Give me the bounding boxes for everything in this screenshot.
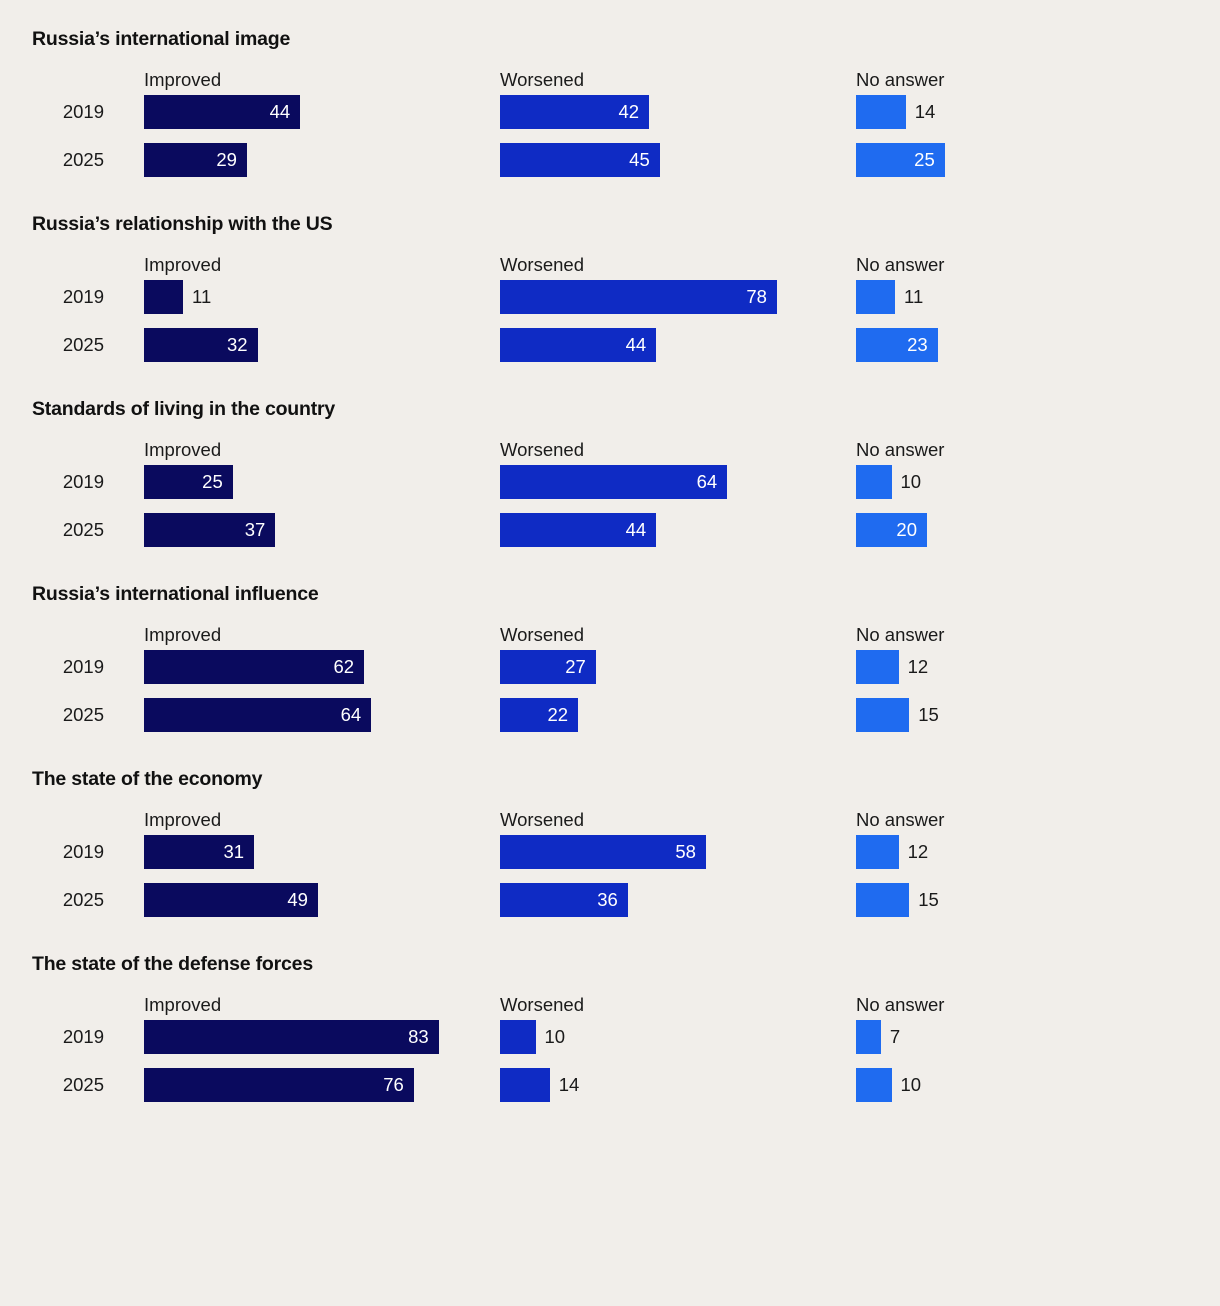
bar-value: 11 <box>192 286 212 307</box>
bar-value: 23 <box>907 334 928 355</box>
bar-value: 31 <box>223 841 245 862</box>
column-headers <box>112 624 1188 650</box>
bar-cell-no_answer <box>856 513 927 547</box>
column-header-worsened: Worsened <box>500 69 584 90</box>
bar-value: 64 <box>340 704 362 725</box>
bar-worsened <box>500 883 628 917</box>
column-header-improved: Improved <box>144 994 222 1015</box>
row-label-year: 2025 <box>62 149 104 170</box>
bar-worsened <box>500 465 727 499</box>
chart-groups <box>32 28 1188 1108</box>
column-headers <box>112 254 1188 280</box>
bar-no_answer <box>856 513 927 547</box>
bar-value: 44 <box>625 519 647 540</box>
column-header-no_answer: No answer <box>856 809 945 830</box>
group-title: Russia’s relationship with the US <box>32 213 333 235</box>
bar-no_answer <box>856 883 939 917</box>
bar-cell-improved <box>144 883 318 917</box>
bar-improved <box>144 698 371 732</box>
bar-cell-no_answer <box>856 698 939 732</box>
row-label-year: 2025 <box>62 704 104 725</box>
bar-cell-improved <box>144 465 233 499</box>
bar-worsened <box>500 835 706 869</box>
bar-worsened <box>500 1068 580 1102</box>
chart-row <box>32 513 1188 553</box>
bar-cell-improved <box>144 835 254 869</box>
bar-cell-improved <box>144 698 371 732</box>
column-header-no_answer: No answer <box>856 439 945 460</box>
column-header-no_answer: No answer <box>856 69 945 90</box>
column-header-worsened: Worsened <box>500 254 584 275</box>
bar-cell-no_answer <box>856 95 936 129</box>
bar-cell-no_answer <box>856 1068 922 1102</box>
column-header-no_answer: No answer <box>856 624 945 645</box>
bar-worsened <box>500 1020 566 1054</box>
bar-cell-no_answer <box>856 280 924 314</box>
bar-value: 27 <box>565 656 586 677</box>
chart-group <box>32 28 1188 183</box>
bar-value: 14 <box>914 101 936 122</box>
chart-row <box>32 1020 1188 1060</box>
bar-improved <box>144 143 247 177</box>
column-header-worsened: Worsened <box>500 439 584 460</box>
bar-cell-worsened <box>500 1068 580 1102</box>
bar-value: 15 <box>918 889 939 910</box>
chart-row <box>32 1068 1188 1108</box>
bar-improved <box>144 95 300 129</box>
bar-cell-improved <box>144 1020 439 1054</box>
bar-cell-worsened <box>500 280 777 314</box>
column-header-improved: Improved <box>144 254 222 275</box>
bar-improved <box>144 328 258 362</box>
row-label-year: 2019 <box>62 841 104 862</box>
column-header-no_answer: No answer <box>856 254 945 275</box>
row-label-year: 2019 <box>62 656 104 677</box>
bar-no_answer <box>856 280 924 314</box>
bar-value: 15 <box>918 704 939 725</box>
chart-group <box>32 583 1188 738</box>
row-label-year: 2025 <box>62 1074 104 1095</box>
bar-no_answer <box>856 650 929 684</box>
bar-value: 32 <box>227 334 248 355</box>
column-header-worsened: Worsened <box>500 994 584 1015</box>
bar-cell-no_answer <box>856 883 939 917</box>
bar-cell-worsened <box>500 1020 566 1054</box>
bar-cell-improved <box>144 1068 414 1102</box>
chart-row <box>32 143 1188 183</box>
bar-cell-improved <box>144 513 275 547</box>
chart-row <box>32 835 1188 875</box>
bar-improved <box>144 835 254 869</box>
bar-cell-worsened <box>500 143 660 177</box>
bar-no_answer <box>856 328 938 362</box>
bar-no_answer <box>856 465 922 499</box>
group-title: Russia’s international influence <box>32 583 319 605</box>
row-label-year: 2025 <box>62 334 104 355</box>
column-headers <box>112 809 1188 835</box>
row-label-year: 2025 <box>62 519 104 540</box>
group-title: The state of the economy <box>32 768 263 790</box>
chart-row <box>32 280 1188 320</box>
bar-cell-no_answer <box>856 465 922 499</box>
bar-cell-worsened <box>500 465 727 499</box>
chart-row <box>32 883 1188 923</box>
bar-value: 62 <box>333 656 355 677</box>
bar-worsened <box>500 513 656 547</box>
bar-cell-worsened <box>500 95 649 129</box>
row-label-year: 2019 <box>62 286 104 307</box>
column-headers <box>112 439 1188 465</box>
row-label-year: 2025 <box>62 889 104 910</box>
bar-no_answer <box>856 835 929 869</box>
bar-no_answer <box>856 698 939 732</box>
bar-cell-no_answer <box>856 835 929 869</box>
bar-cell-worsened <box>500 513 656 547</box>
bar-value: 45 <box>629 149 650 170</box>
bar-improved <box>144 465 233 499</box>
bar-worsened <box>500 143 660 177</box>
group-title: Standards of living in the country <box>32 398 336 420</box>
bar-cell-worsened <box>500 698 578 732</box>
bar-cell-worsened <box>500 328 656 362</box>
row-label-year: 2019 <box>62 1026 104 1047</box>
bar-cell-worsened <box>500 835 706 869</box>
column-header-improved: Improved <box>144 69 222 90</box>
bar-value: 83 <box>408 1026 429 1047</box>
row-label-year: 2019 <box>62 471 104 492</box>
bar-cell-improved <box>144 650 364 684</box>
chart-group <box>32 213 1188 368</box>
column-header-improved: Improved <box>144 809 222 830</box>
chart-row <box>32 465 1188 505</box>
bar-no_answer <box>856 1068 922 1102</box>
bar-value: 36 <box>597 889 618 910</box>
bar-cell-no_answer <box>856 143 945 177</box>
bar-value: 58 <box>675 841 696 862</box>
column-header-worsened: Worsened <box>500 809 584 830</box>
bar-no_answer <box>856 1020 901 1054</box>
bar-value: 10 <box>900 471 922 492</box>
bar-worsened <box>500 328 656 362</box>
bar-worsened <box>500 650 596 684</box>
group-title: Russia’s international image <box>32 28 291 50</box>
bar-cell-improved <box>144 280 212 314</box>
chart-group <box>32 768 1188 923</box>
bar-cell-no_answer <box>856 1020 901 1054</box>
bar-value: 20 <box>896 519 917 540</box>
bar-value: 12 <box>907 656 929 677</box>
column-headers <box>112 69 1188 95</box>
bar-worsened <box>500 698 578 732</box>
column-header-improved: Improved <box>144 624 222 645</box>
bar-value: 44 <box>269 101 291 122</box>
chart-group <box>32 398 1188 553</box>
bar-value: 22 <box>547 704 569 725</box>
bar-value: 37 <box>244 519 266 540</box>
column-header-improved: Improved <box>144 439 222 460</box>
bar-cell-no_answer <box>856 328 938 362</box>
bar-worsened <box>500 280 777 314</box>
column-headers <box>112 994 1188 1020</box>
bar-value: 42 <box>618 101 640 122</box>
bar-value: 78 <box>746 286 767 307</box>
chart-row <box>32 328 1188 368</box>
bar-worsened <box>500 95 649 129</box>
bar-value: 12 <box>907 841 929 862</box>
bar-cell-improved <box>144 328 258 362</box>
chart-group <box>32 953 1188 1108</box>
bar-improved <box>144 280 212 314</box>
bar-cell-improved <box>144 143 247 177</box>
bar-improved <box>144 513 275 547</box>
bar-value: 44 <box>625 334 647 355</box>
bar-value: 25 <box>202 471 223 492</box>
column-header-no_answer: No answer <box>856 994 945 1015</box>
chart-row <box>32 95 1188 135</box>
bar-value: 25 <box>914 149 935 170</box>
bar-no_answer <box>856 143 945 177</box>
bar-value: 29 <box>216 149 237 170</box>
bar-value: 49 <box>287 889 308 910</box>
chart-row <box>32 650 1188 690</box>
bar-cell-worsened <box>500 650 596 684</box>
bar-value: 7 <box>889 1026 901 1047</box>
bar-value: 10 <box>900 1074 922 1095</box>
row-label-year: 2019 <box>62 101 104 122</box>
bar-value: 76 <box>383 1074 404 1095</box>
chart-row <box>32 698 1188 738</box>
bar-value: 64 <box>696 471 718 492</box>
bar-improved <box>144 1020 439 1054</box>
bar-cell-worsened <box>500 883 628 917</box>
bar-improved <box>144 883 318 917</box>
bar-value: 11 <box>904 286 924 307</box>
column-header-worsened: Worsened <box>500 624 584 645</box>
bar-value: 10 <box>544 1026 566 1047</box>
bar-no_answer <box>856 95 936 129</box>
bar-cell-no_answer <box>856 650 929 684</box>
bar-improved <box>144 1068 414 1102</box>
bar-value: 14 <box>558 1074 580 1095</box>
bar-cell-improved <box>144 95 300 129</box>
group-title: The state of the defense forces <box>32 953 313 975</box>
bar-improved <box>144 650 364 684</box>
